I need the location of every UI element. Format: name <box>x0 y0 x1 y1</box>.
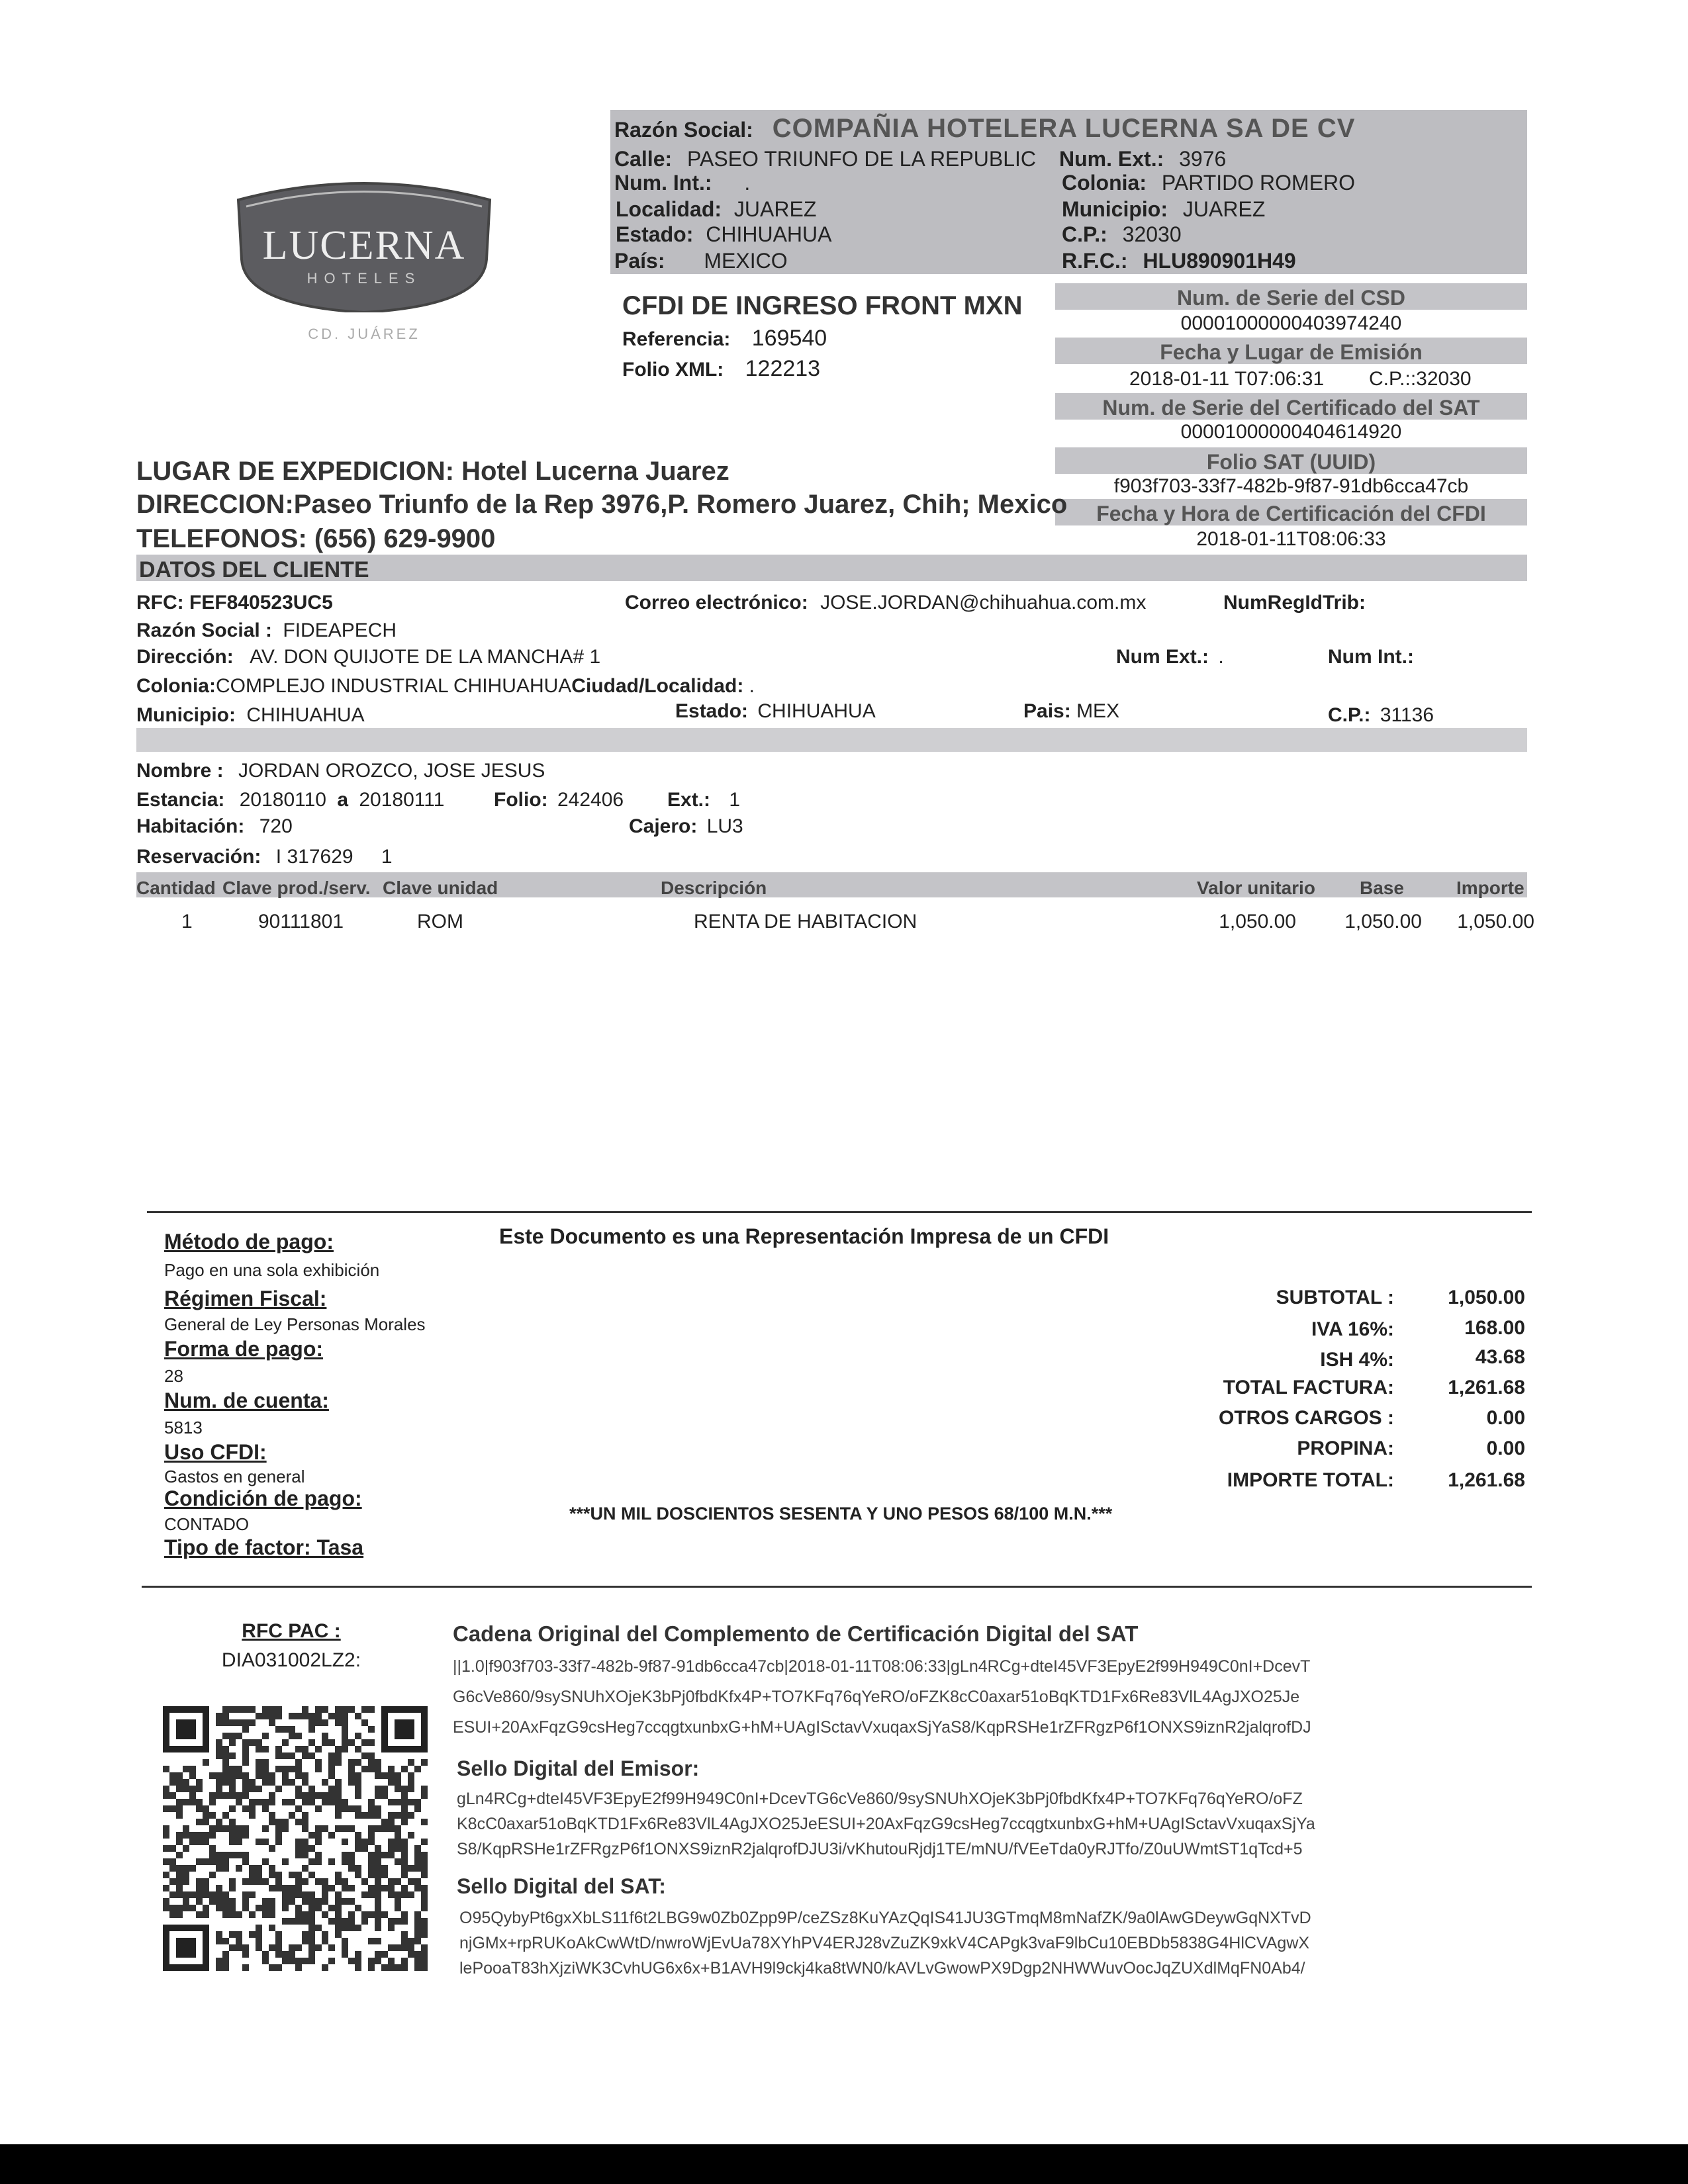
forma-value: 28 <box>164 1366 183 1386</box>
row-cantidad: 1 <box>181 911 193 933</box>
cliente-colonia <box>136 675 755 698</box>
uuid-value: f903f703-33f7-482b-9f87-91db6cca47cb <box>1113 475 1469 497</box>
estancia-nombre-label: Nombre : <box>136 760 224 782</box>
cliente-correo-label: Correo electrónico: <box>625 592 808 614</box>
tipo-factor: Tipo de factor: Tasa <box>164 1535 364 1559</box>
cadena-line-3: ESUI+20AxFqzG9csHeg7ccqgtxunbxG+hM+UAgISctavVxuqaxSjYaS8/KqpRSHe1rZFRgzP6f1ONXS9iznR2jalqrofDJ <box>453 1718 1311 1737</box>
cliente-numreg-label: NumRegIdTrib: <box>1223 592 1366 614</box>
total-label-ish: ISH 4%: <box>1320 1349 1394 1371</box>
scan-border <box>0 2144 1688 2184</box>
estancia-nombre-value: JORDAN OROZCO, JOSE JESUS <box>238 760 545 782</box>
total-value-iva: 168.00 <box>1464 1317 1525 1339</box>
regimen-label: Régimen Fiscal: <box>164 1287 327 1310</box>
logo-city: CD. JUÁREZ <box>308 326 420 342</box>
emisor-rfc <box>1062 249 1296 273</box>
cfdi-referencia-label: Referencia: <box>622 328 731 350</box>
emisor-cp-label: C.P.: <box>1062 222 1107 246</box>
cliente-municipio <box>136 704 365 727</box>
cliente-ciudad-label: Ciudad/Localidad: <box>571 675 744 697</box>
fecha-emision: 2018-01-11 T07:06:31 <box>1129 368 1325 390</box>
emisor-pais-label: País: <box>614 249 665 273</box>
emisor-localidad-value: JUAREZ <box>733 197 817 221</box>
telefonos-expedicion: TELEFONOS: (656) 629-9900 <box>136 524 496 553</box>
estancia-fechas <box>136 789 444 811</box>
cliente-direccion-label: Dirección: <box>136 646 234 668</box>
emisor-estado-label: Estado: <box>616 222 694 246</box>
estancia-desde: 20180110 <box>239 789 326 811</box>
total-label-otros: OTROS CARGOS : <box>1218 1407 1394 1429</box>
cliente-pais-value: MEX <box>1076 700 1120 722</box>
emisor-pais <box>614 249 788 273</box>
cliente-num-ext <box>1116 646 1224 668</box>
row-clave-unidad: ROM <box>417 911 463 933</box>
estancia-habitacion <box>136 815 293 838</box>
fecha-lugar-label: Fecha y Lugar de Emisión <box>1160 340 1423 364</box>
row-clave-prod: 90111801 <box>258 911 344 933</box>
estancia-hasta: 20180111 <box>359 789 445 811</box>
leyenda-cfdi: Este Documento es una Representación Impresa de un CFDI <box>499 1224 1109 1248</box>
metodo-value: Pago en una sola exhibición <box>164 1260 380 1280</box>
cliente-ciudad-value: . <box>749 675 755 697</box>
regimen-value: General de Ley Personas Morales <box>164 1314 426 1334</box>
condicion-value: CONTADO <box>164 1514 250 1534</box>
estancia-cajero-value: LU3 <box>706 815 743 837</box>
cliente-colonia-label: Colonia: <box>136 675 216 697</box>
emisor-estado-value: CHIHUAHUA <box>706 222 832 246</box>
row-valor: 1,050.00 <box>1219 911 1296 933</box>
emisor-num-int-label: Num. Int.: <box>614 171 712 195</box>
sello-sat-line-2: njGMx+rpRUKoAkCwWtD/nwroWjEvUa78XYhPV4ERJ28vZuZK9xkV4CAPgk3vaF9lbCu10EBDb5838G4HlCVAgwX <box>459 1934 1310 1952</box>
sello-sat-label: Sello Digital del SAT: <box>457 1874 666 1898</box>
qr-code-icon <box>163 1706 428 1971</box>
total-value-propina: 0.00 <box>1486 1437 1525 1459</box>
cadena-line-2: G6cVe860/9sySNUhXOjeK3bPj0fbdKfx4P+TO7KFq76qYeRO/oFZK8cC0axar51oBqKTD1Fx6Re83VlL4AgJXO25Je <box>453 1688 1300 1706</box>
cuenta-label: Num. de cuenta: <box>164 1388 329 1412</box>
estancia-nombre <box>136 760 545 782</box>
cliente-estado-label: Estado: <box>675 700 749 722</box>
estancia-habitacion-label: Habitación: <box>136 815 245 837</box>
divider-top <box>147 1211 1532 1213</box>
sello-emisor-line-3: S8/KqpRSHe1rZFRgzP6f1ONXS9iznR2jalqrofDJU3i/vKhutouRjdj1TE/mNU/fVEeTda0yRJTfo/Z0uUWmtST1qTcd+5 <box>457 1840 1303 1858</box>
total-label-factura: TOTAL FACTURA: <box>1223 1377 1394 1398</box>
total-value-factura: 1,261.68 <box>1448 1377 1525 1398</box>
csd-label: Num. de Serie del CSD <box>1177 286 1405 310</box>
cliente-estado <box>675 700 876 723</box>
estancia-ext-label: Ext.: <box>667 789 711 811</box>
rfc-pac-value: DIA031002LZ2: <box>221 1649 361 1671</box>
estancia-cajero-label: Cajero: <box>629 815 698 837</box>
row-descripcion: RENTA DE HABITACION <box>694 911 917 933</box>
cuenta-value: 5813 <box>164 1418 203 1437</box>
emisor-razon-label: Razón Social: <box>614 118 753 142</box>
importe-letra: ***UN MIL DOSCIENTOS SESENTA Y UNO PESOS 68/100 M.N.*** <box>569 1504 1113 1524</box>
logo-brand: LUCERNA <box>262 223 466 268</box>
divider-bottom <box>142 1586 1532 1588</box>
cliente-header: DATOS DEL CLIENTE <box>139 557 369 582</box>
cliente-colonia-value: COMPLEJO INDUSTRIAL CHIHUAHUA <box>216 675 572 697</box>
cliente-num-int-label: Num Int.: <box>1328 646 1414 668</box>
emisor-razon-value: COMPAÑIA HOTELERA LUCERNA SA DE CV <box>772 114 1356 143</box>
uso-value: Gastos en general <box>164 1467 305 1486</box>
cliente-razon <box>136 619 397 642</box>
row-base: 1,050.00 <box>1344 911 1422 933</box>
estancia-label: Estancia: <box>136 789 225 811</box>
emisor-cp-value: 32030 <box>1122 222 1182 246</box>
cliente-cp-value: 31136 <box>1380 704 1434 726</box>
col-header-clave-unidad: Clave unidad <box>383 878 498 898</box>
metodo-label: Método de pago: <box>164 1230 334 1253</box>
estancia-folio <box>494 789 624 811</box>
cert-sat-label: Num. de Serie del Certificado del SAT <box>1102 396 1480 420</box>
sello-emisor-line-1: gLn4RCg+dteI45VF3EpyE2f99H949C0nI+DcevTG6cVe860/9sySNUhXOjeK3bPj0fbdKfx4P+TO7KFq76qYeRO/oFZ <box>457 1790 1303 1808</box>
emisor-municipio-value: JUAREZ <box>1182 197 1266 221</box>
estancia-ext-value: 1 <box>729 789 741 811</box>
condicion-label: Condición de pago: <box>164 1486 362 1510</box>
emisor-estado <box>616 222 831 247</box>
cliente-rfc <box>136 592 333 614</box>
cliente-rfc-value: FEF840523UC5 <box>189 592 333 614</box>
sello-emisor-line-2: K8cC0axar51oBqKTD1Fx6Re83VlL4AgJXO25JeESUI+20AxFqzG9csHeg7ccqgtxunbxG+hM+UAgISctavVxuqaxSjYa <box>457 1815 1315 1833</box>
cp-emision: C.P.::32030 <box>1369 368 1472 390</box>
emisor-rfc-value: HLU890901H49 <box>1143 249 1296 273</box>
cliente-num-ext-label: Num Ext.: <box>1116 646 1209 668</box>
cliente-estado-value: CHIHUAHUA <box>757 700 876 722</box>
cliente-cp <box>1328 704 1434 727</box>
emisor-colonia-label: Colonia: <box>1062 171 1147 195</box>
emisor-razon <box>614 114 1355 144</box>
emisor-pais-value: MEXICO <box>704 249 788 273</box>
emisor-num-int <box>614 171 750 195</box>
emisor-colonia-value: PARTIDO ROMERO <box>1161 171 1356 195</box>
col-header-importe: Importe <box>1456 878 1524 898</box>
cliente-cp-label: C.P.: <box>1328 704 1371 726</box>
cfdi-folio <box>622 356 820 382</box>
cfdi-referencia-value: 169540 <box>751 326 827 351</box>
emisor-calle <box>614 147 1036 171</box>
emisor-municipio <box>1062 197 1265 222</box>
cliente-razon-label: Razón Social : <box>136 619 273 641</box>
total-value-otros: 0.00 <box>1486 1407 1525 1429</box>
cfdi-referencia <box>622 326 827 351</box>
cliente-pais-label: Pais: <box>1023 700 1071 722</box>
cliente-correo <box>625 592 1146 614</box>
emisor-localidad <box>616 197 816 222</box>
total-value-ish: 43.68 <box>1475 1346 1525 1368</box>
rfc-pac-label: RFC PAC : <box>242 1620 341 1642</box>
estancia-folio-label: Folio: <box>494 789 548 811</box>
fecha-cert-value: 2018-01-11T08:06:33 <box>1196 528 1386 550</box>
estancia-ext <box>667 789 740 811</box>
lucerna-logo <box>232 173 496 345</box>
estancia-reservacion-extra: 1 <box>381 846 393 868</box>
cliente-direccion <box>136 646 600 668</box>
sello-emisor-label: Sello Digital del Emisor: <box>457 1756 700 1780</box>
cadena-label: Cadena Original del Complemento de Certificación Digital del SAT <box>453 1621 1139 1646</box>
emisor-calle-value: PASEO TRIUNFO DE LA REPUBLIC <box>687 147 1036 171</box>
total-label-iva: IVA 16%: <box>1311 1318 1394 1340</box>
col-header-cantidad: Cantidad <box>136 878 216 898</box>
lugar-expedicion: LUGAR DE EXPEDICION: Hotel Lucerna Juarez <box>136 457 729 486</box>
sello-sat-line-1: O95QybyPt6gxXbLS11f6t2LBG9w0Zb0Zpp9P/ceZSz8KuYAzQqIS41JU3GTmqM8mNafZK/9a0lAwGDeywGqNXTvD <box>459 1909 1311 1927</box>
emisor-localidad-label: Localidad: <box>616 197 722 221</box>
total-value-importe: 1,261.68 <box>1448 1469 1525 1491</box>
estancia-a: a <box>337 789 349 811</box>
emisor-colonia <box>1062 171 1355 195</box>
col-header-descripcion: Descripción <box>661 878 767 898</box>
sello-sat-line-3: lePooaT83hXjziWK3CvhUG6x6x+B1AVH9l9ckj4ka8tWN0/kAVLvGwowPX9Dgp2NHWWuvOocJqZUXdlMqFN0Ab4/ <box>459 1959 1305 1978</box>
direccion-expedicion: DIRECCION:Paseo Triunfo de la Rep 3976,P. Romero Juarez, Chih; Mexico <box>136 490 1068 519</box>
total-label-importe: IMPORTE TOTAL: <box>1227 1469 1394 1491</box>
cliente-num-ext-value: . <box>1218 646 1224 668</box>
cliente-razon-value: FIDEAPECH <box>283 619 397 641</box>
total-value-subtotal: 1,050.00 <box>1448 1287 1525 1308</box>
estancia-cajero <box>629 815 743 838</box>
cert-sat-value: 00001000000404614920 <box>1180 421 1402 443</box>
cliente-direccion-value: AV. DON QUIJOTE DE LA MANCHA# 1 <box>250 646 601 668</box>
cfdi-folio-label: Folio XML: <box>622 359 724 381</box>
emisor-cp <box>1062 222 1182 247</box>
row-importe: 1,050.00 <box>1457 911 1534 933</box>
forma-label: Forma de pago: <box>164 1337 324 1361</box>
estancia-habitacion-value: 720 <box>259 815 293 837</box>
uso-label: Uso CFDI: <box>164 1440 267 1464</box>
csd-value: 00001000000403974240 <box>1180 312 1402 334</box>
estancia-reservacion-value: I 317629 <box>275 846 353 868</box>
emisor-num-int-value: . <box>744 171 751 195</box>
cliente-municipio-label: Municipio: <box>136 704 236 726</box>
total-label-subtotal: SUBTOTAL : <box>1276 1287 1394 1308</box>
estancia-reservacion-label: Reservación: <box>136 846 261 868</box>
cliente-pais <box>1023 700 1119 723</box>
estancia-reservacion <box>136 846 393 868</box>
col-header-valor: Valor unitario <box>1197 878 1315 898</box>
cfdi-title: CFDI DE INGRESO FRONT MXN <box>622 291 1023 320</box>
col-header-clave-prod: Clave prod./serv. <box>222 878 371 898</box>
emisor-municipio-label: Municipio: <box>1062 197 1168 221</box>
cfdi-folio-value: 122213 <box>745 356 821 381</box>
fecha-cert-label: Fecha y Hora de Certificación del CFDI <box>1096 502 1486 525</box>
col-header-base: Base <box>1360 878 1404 898</box>
cliente-rfc-label: RFC: <box>136 592 184 614</box>
cliente-correo-value: JOSE.JORDAN@chihuahua.com.mx <box>820 592 1147 614</box>
emisor-calle-label: Calle: <box>614 147 673 171</box>
emisor-num-ext-value: 3976 <box>1179 147 1227 171</box>
uuid-label: Folio SAT (UUID) <box>1206 450 1376 474</box>
cliente-municipio-value: CHIHUAHUA <box>246 704 365 726</box>
emisor-num-ext-label: Num. Ext.: <box>1059 147 1164 171</box>
emisor-num-ext <box>1059 147 1226 171</box>
separator-band <box>136 728 1527 752</box>
total-label-propina: PROPINA: <box>1297 1437 1394 1459</box>
estancia-folio-value: 242406 <box>557 789 624 811</box>
emisor-rfc-label: R.F.C.: <box>1062 249 1128 273</box>
cadena-line-1: ||1.0|f903f703-33f7-482b-9f87-91db6cca47cb|2018-01-11T08:06:33|gLn4RCg+dteI45VF3EpyE2f99H949C0nI+DcevT <box>453 1657 1311 1676</box>
logo-sub: HOTELES <box>306 270 422 287</box>
